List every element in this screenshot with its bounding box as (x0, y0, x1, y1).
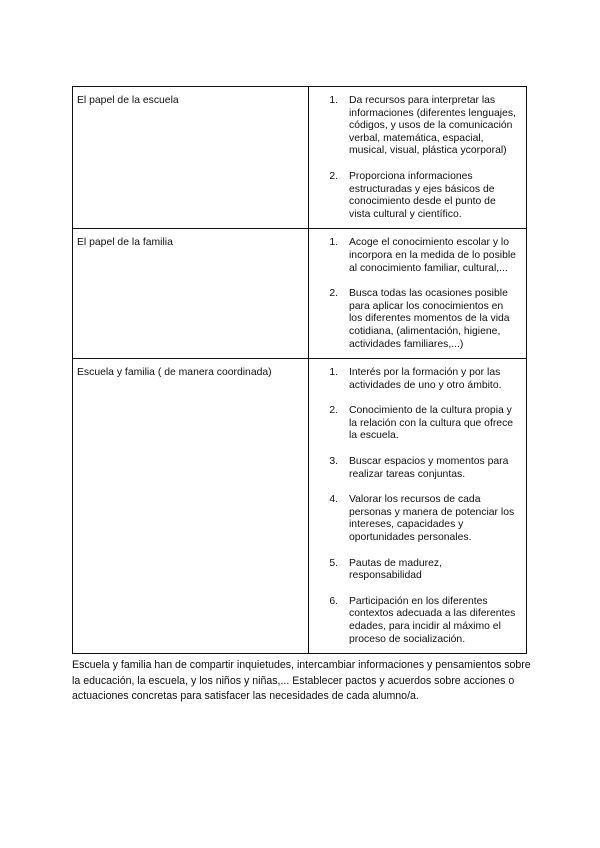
row-list-coordinated (309, 359, 527, 654)
list-item (313, 456, 516, 481)
list-item (313, 596, 516, 646)
list-item-number: 1. (329, 367, 338, 379)
row-list-school (309, 87, 527, 229)
roles-table (72, 86, 527, 654)
table-row-coordinated (73, 359, 527, 654)
list-item-text: Da recursos para interpretar las informaciones (diferentes lenguajes, códigos, y usos de la comunicación verbal, matemática, espacial, musical, visual, plástica ycorporal) (349, 95, 516, 157)
list-item-number: 3. (329, 456, 338, 468)
list-item (313, 288, 516, 351)
list-item (313, 405, 516, 443)
list-item-text: Participación en los diferentes contextos adecuada a las diferentes edades, para incidir al máximo el proceso de socialización. (349, 595, 516, 645)
list-item (313, 558, 516, 583)
list-item (313, 494, 516, 544)
list-item-text: Proporciona informaciones estructuradas y ejes básicos de conocimiento desde el punto de vista cultural y científico. (349, 170, 496, 220)
list-item-number: 4. (329, 494, 338, 506)
row-label-family: El papel de la familia (73, 229, 309, 359)
numbered-list (313, 237, 516, 351)
row-label-coordinated: Escuela y familia ( de manera coordinada) (73, 359, 309, 654)
list-item (313, 237, 516, 275)
list-item-number: 5. (329, 557, 338, 569)
list-item-number: 1. (329, 95, 338, 106)
list-item-text: Acoge el conocimiento escolar y lo incorpora en la medida de lo posible al conocimiento familiar, cultural,... (349, 237, 516, 274)
list-item-text: Interés por la formación y por las actividades de uno y otro ámbito. (349, 367, 502, 391)
list-item-text: Buscar espacios y momentos para realizar tareas conjuntas. (349, 456, 509, 480)
list-item-text: Busca todas las ocasiones posible para aplicar los conocimientos en los diferentes momentos de la vida cotidiana, (alimentación, higiene, actividades familiares,...) (349, 288, 510, 350)
list-item-text: Valorar los recursos de cada personas y manera de potenciar los intereses, capacidades y oportunidades personales. (349, 494, 515, 544)
closing-paragraph: Escuela y familia han de compartir inquietudes, intercambiar informaciones y pensamientos sobre la educación, la escuela, y los niños y niñas,... Establecer pactos y acuerdos sobre acciones o actuaciones concretas para satisfacer las necesidades de cada alumno/a. (72, 659, 531, 702)
table-row-school (73, 87, 527, 229)
list-item-number: 2. (329, 170, 338, 182)
list-item-number: 2. (329, 405, 338, 417)
list-item-number: 2. (329, 288, 338, 300)
list-item (313, 171, 516, 221)
list-item (313, 367, 516, 392)
numbered-list (313, 95, 516, 221)
table-row-family (73, 229, 527, 359)
list-item-text: Pautas de madurez, responsabilidad (349, 557, 442, 582)
list-item-text: Conocimiento de la cultura propia y la relación con la cultura que ofrece la escuela. (349, 405, 514, 442)
row-list-family (309, 229, 527, 359)
numbered-list (313, 367, 516, 646)
list-item (313, 95, 516, 158)
list-item-number: 1. (329, 237, 338, 249)
list-item-number: 6. (329, 595, 338, 607)
row-label-school: El papel de la escuela (73, 87, 309, 229)
